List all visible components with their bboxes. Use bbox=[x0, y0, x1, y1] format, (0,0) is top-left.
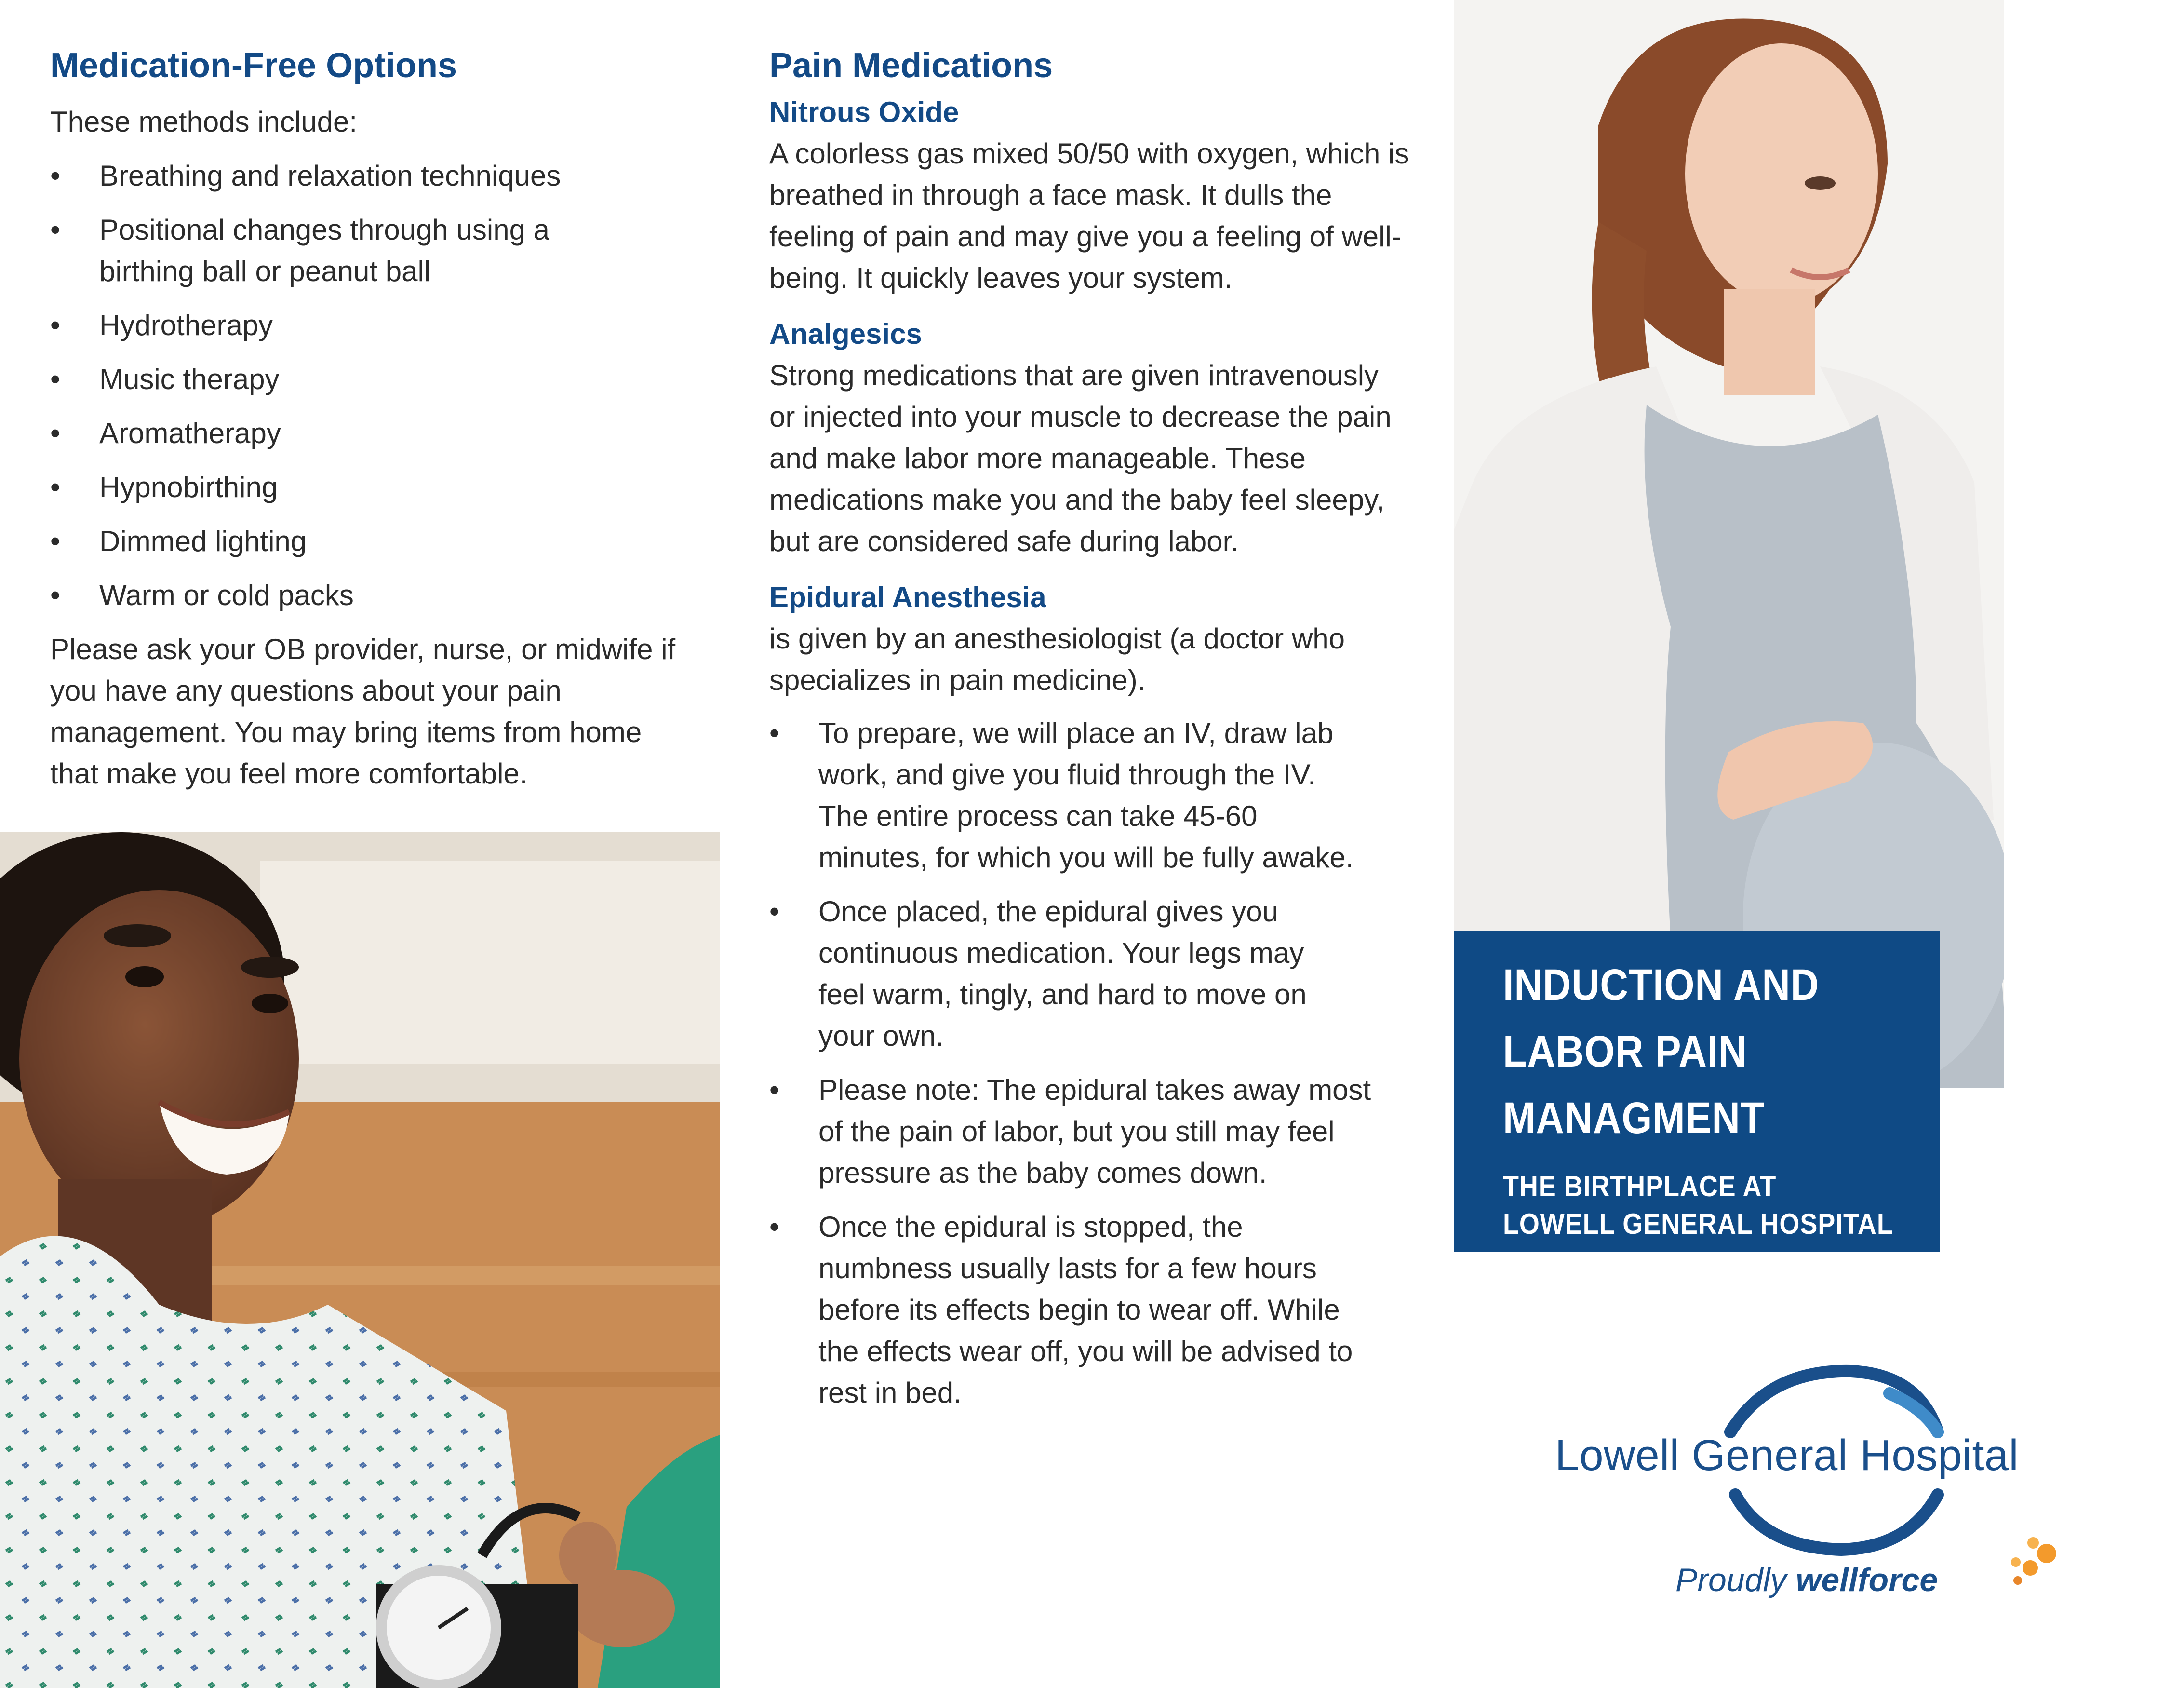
brochure-title-line: INDUCTION AND bbox=[1503, 960, 1820, 1010]
epidural-list bbox=[769, 713, 1420, 1414]
list-item: • To prepare, we will place an IV, draw lab work, and give you fluid through the IV. The entire process can take 45-60 minutes, for which you will be fully awake. bbox=[769, 713, 1358, 878]
brochure-title-block bbox=[1454, 931, 1940, 1252]
list-item: • Once placed, the epidural gives you continuous medication. Your legs may feel warm, tingly, and hard to move on your own. bbox=[769, 891, 1344, 1057]
medication-free-closing: Please ask your OB provider, nurse, or midwife if you have any questions about your pain management. You may bring items from home that make you feel more comfortable. bbox=[50, 633, 676, 790]
brochure-title-line: LABOR PAIN bbox=[1503, 1027, 1747, 1076]
analgesics-heading: Analgesics bbox=[769, 318, 922, 350]
pain-medications-column bbox=[769, 42, 1420, 1426]
list-item: • Once the epidural is stopped, the numbness usually lasts for a few hours before its effects begin to wear off. While the effects wear off, you will be advised to rest in bed. bbox=[769, 1206, 1378, 1414]
epidural-heading: Epidural Anesthesia bbox=[769, 581, 1046, 613]
list-item: • Hypnobirthing bbox=[50, 467, 696, 508]
hospital-logo bbox=[1542, 1360, 2092, 1610]
bullet-icon: • bbox=[50, 471, 61, 503]
hospital-name: Lowell General Hospital bbox=[1555, 1431, 2019, 1480]
epidural-text: is given by an anesthesiologist (a doctor who specializes in pain medicine). bbox=[769, 622, 1345, 696]
bullet-icon: • bbox=[769, 717, 780, 749]
brochure-subtitle-line: THE BIRTHPLACE AT bbox=[1503, 1170, 1777, 1202]
list-item: • Aromatherapy bbox=[50, 413, 696, 454]
nitrous-oxide-text: A colorless gas mixed 50/50 with oxygen, which is breathed in through a face mask. It dulls the feeling of pain and may give you a feeling of well-being. It quickly leaves your system. bbox=[769, 137, 1409, 294]
list-item: • Music therapy bbox=[50, 359, 696, 400]
bullet-icon: • bbox=[50, 363, 61, 395]
list-item: • Breathing and relaxation techniques bbox=[50, 155, 696, 197]
brochure-subtitle-line: LOWELL GENERAL HOSPITAL bbox=[1503, 1208, 1893, 1240]
wellforce-tagline: Proudly wellforce bbox=[1675, 1562, 1938, 1598]
bullet-icon: • bbox=[50, 214, 61, 246]
nitrous-oxide-heading: Nitrous Oxide bbox=[769, 96, 959, 128]
pregnant-woman-illustration bbox=[1454, 0, 2004, 1088]
pregnant-woman-photo bbox=[1454, 0, 2004, 1088]
list-item: • Hydrotherapy bbox=[50, 305, 696, 346]
medication-free-column bbox=[50, 42, 696, 795]
patient-photo-illustration bbox=[0, 832, 720, 1688]
list-item: • Positional changes through using a birthing ball or peanut ball bbox=[50, 209, 615, 292]
wellforce-brand: wellforce bbox=[1795, 1562, 1938, 1598]
medication-free-title: Medication-Free Options bbox=[50, 46, 457, 85]
bullet-icon: • bbox=[769, 895, 780, 928]
bullet-icon: • bbox=[50, 160, 61, 192]
bullet-icon: • bbox=[50, 417, 61, 449]
list-item: • Please note: The epidural takes away most of the pain of labor, but you still may feel pressure as the baby comes down. bbox=[769, 1069, 1378, 1194]
pain-medications-title: Pain Medications bbox=[769, 46, 1053, 85]
brochure-title-line: MANAGMENT bbox=[1503, 1094, 1765, 1143]
bullet-icon: • bbox=[50, 579, 61, 611]
bullet-icon: • bbox=[769, 1074, 780, 1106]
analgesics-text: Strong medications that are given intravenously or injected into your muscle to decrease the pain and make labor more manageable. These medications make you and the baby feel sleepy, but are considered safe during labor. bbox=[769, 359, 1392, 557]
bullet-icon: • bbox=[50, 309, 61, 341]
medication-free-list bbox=[50, 155, 696, 616]
bullet-icon: • bbox=[50, 525, 61, 557]
list-item: • Dimmed lighting bbox=[50, 521, 696, 562]
bullet-icon: • bbox=[769, 1211, 780, 1243]
medication-free-intro: These methods include: bbox=[50, 106, 358, 138]
patient-photo bbox=[0, 832, 720, 1688]
list-item: • Warm or cold packs bbox=[50, 575, 696, 616]
